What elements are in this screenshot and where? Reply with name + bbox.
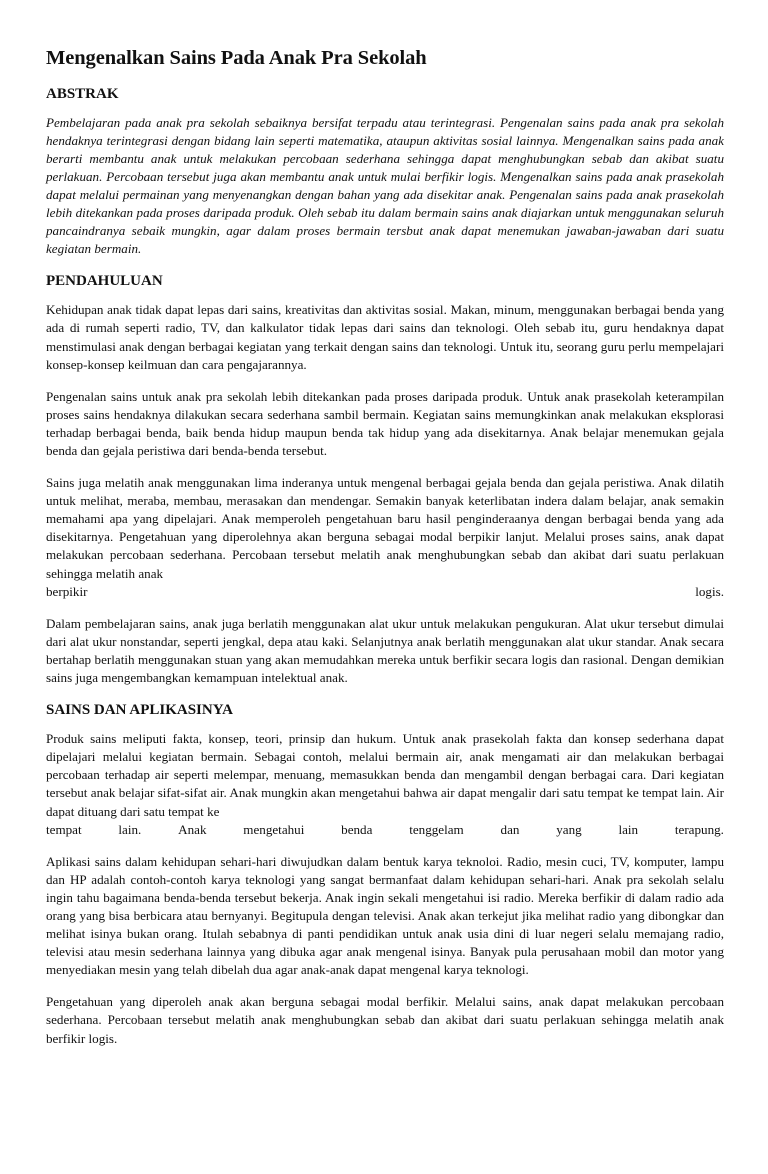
tail-word: lain bbox=[618, 821, 639, 837]
tail-word: dan bbox=[500, 821, 520, 837]
tail-word: terapung. bbox=[674, 821, 724, 837]
pendahuluan-paragraph-2: Pengenalan sains untuk anak pra sekolah lebih ditekankan pada proses daripada produk. Untuk anak prasekolah keterampilan proses sains hendaknya dilakukan secara sederhana sambil bermain. Kegiatan sains memungkinkan anak melakukan eksplorasi terhadap berbagai benda, baik benda hidup maupun benda tak hidup yang ada disekitarnya. Anak belajar menemukan gejala benda dan gejala peristiwa dari benda-benda tersebut. bbox=[46, 388, 724, 458]
document-title: Mengenalkan Sains Pada Anak Pra Sekolah bbox=[46, 47, 427, 69]
sains-paragraph-1-last-line bbox=[46, 821, 724, 839]
tail-word: mengetahui bbox=[243, 821, 305, 837]
tail-word: tempat bbox=[46, 821, 82, 837]
sains-heading: SAINS DAN APLIKASINYA bbox=[46, 702, 233, 719]
sains-paragraph-3: Pengetahuan yang diperoleh anak akan berguna sebagai modal berfikir. Melalui sains, anak dapat melakukan percobaan sederhana. Percobaan tersebut melatih anak menghubungkan sebab dan akibat dari suatu perlakuan sehingga melatih anak berfikir logis. bbox=[46, 994, 724, 1046]
sains-section bbox=[46, 701, 724, 1048]
tail-word: benda bbox=[341, 821, 373, 837]
pendahuluan-paragraph-3: Sains juga melatih anak menggunakan lima inderanya untuk mengenal berbagai gejala benda dan gejala peristiwa. Anak dilatih untuk melihat, meraba, membau, merasakan dan mendengar. Semakin banyak keterlibatan indera dalam belajar, anak semakin memahami apa yang dipelajari. Anak memperoleh pengetahuan baru hasil penginderaanya dengan berbagai benda yang ada disekitarnya. Pengetahuan yang diperolehnya akan berguna sebagai modal berpikir lanjut. Melalui proses sains, anak dapat melakukan percobaan sederhana. Percobaan tersebut melatih anak menghubungkan sebab dan akibat dari suatu perlakuan sehingga melatih anak bbox=[46, 475, 724, 581]
p3-tail-left: berpikir bbox=[46, 583, 88, 599]
p3-tail-right: logis. bbox=[695, 583, 724, 599]
pendahuluan-section bbox=[46, 272, 724, 687]
tail-word: yang bbox=[556, 821, 582, 837]
abstract-section bbox=[46, 85, 724, 259]
tail-word: tenggelam bbox=[409, 821, 464, 837]
sains-paragraph-2: Aplikasi sains dalam kehidupan sehari-hari diwujudkan dalam bentuk karya teknoloi. Radio, mesin cuci, TV, komputer, lampu dan HP adalah contoh-contoh karya teknologi yang sangat bermanfaat dalam kehidupan sehari-hari. Anak pra sekolah selalu ingin tahu bagaimana benda-benda tersebut bekerja. Anak ingin sekali mengetahui isi radio. Mereka berfikir di dalam radio ada orang yang bisa berbicara atau bernyanyi. Begitupula dengan televisi. Anak akan terkejut jika melihat radio yang dibongkar dan melihat isinya bukan orang. Itulah sebabnya di panti pendidikan untuk anak usia dini di luar negeri selalu memajang radio, televisi atau mesin sederhana lainnya yang dibuka agar anak mengenal isinya. Banyak pula perusahaan mobil dan motor yang menyediakan mesin yang telah dibelah dua agar anak-anak dapat mengenal karya teknologi. bbox=[46, 853, 724, 978]
pendahuluan-paragraph-3-last-line bbox=[46, 583, 724, 601]
tail-word: Anak bbox=[178, 821, 207, 837]
pendahuluan-paragraph-1: Kehidupan anak tidak dapat lepas dari sains, kreativitas dan aktivitas sosial. Makan, minum, menggunakan berbagai benda yang ada di rumah seperti radio, TV, dan kalkulator tidak lepas dari sains dan teknologi. Oleh sebab itu, guru hendaknya dapat menstimulasi anak dengan berbagai kegiatan yang terkait dengan sains dan teknologi. Untuk itu, seorang guru perlu mempelajari konsep-konsep keilmuan dan cara pengajarannya. bbox=[46, 302, 724, 372]
tail-word: lain. bbox=[118, 821, 142, 837]
abstract-paragraph: Pembelajaran pada anak pra sekolah sebaiknya bersifat terpadu atau terintegrasi. Pengenalan sains pada anak pra sekolah hendaknya terintegrasi dengan bidang lain seperti matematika, ataupun aktivitas sosial lainnya. Mengenalkan sains pada anak berarti membantu anak untuk melakukan percobaan sederhana sehingga dapat menghubungkan sebab dan akibat suatu perlakuan. Percobaan tersebut juga akan membantu anak untuk mulai berfikir logis. Mengenalkan sains pada anak prasekolah dapat melalui permainan yang menyenangkan dengan bahan yang ada disekitar anak. Pengenalan sains pada anak prasekolah lebih ditekankan pada proses daripada produk. Oleh sebab itu dalam bermain sains anak diajarkan untuk menggunakan seluruh pancaindranya sebaik mungkin, agar dalam proses bermain tersbut anak dapat menemukan jawaban-jawaban dari suatu kegiatan bermain. bbox=[46, 114, 724, 257]
abstract-heading: ABSTRAK bbox=[46, 85, 119, 102]
pendahuluan-heading: PENDAHULUAN bbox=[46, 273, 163, 290]
sains-paragraph-1: Produk sains meliputi fakta, konsep, teori, prinsip dan hukum. Untuk anak prasekolah fakta dan konsep sederhana dapat dipelajari melalui kegiatan bermain. Sebagai contoh, melalui bermain air, anak mengamati air dan melakukan berbagai percobaan terhadap air seperti melempar, menuang, memasukkan benda dan mengambil dengan berbagai cara. Dari kegiatan tersebut anak belajar sifat-sifat air. Anak mungkin akan mengetahui bahwa air dapat mengalir dari satu tempat ke tempat lain. Air dapat dituang dari satu tempat ke bbox=[46, 731, 724, 819]
pendahuluan-paragraph-4: Dalam pembelajaran sains, anak juga berlatih menggunakan alat ukur untuk melakukan pengukuran. Alat ukur tersebut dimulai dari alat ukur nonstandar, seperti jengkal, depa atau kaki. Selanjutnya anak berlatih menggunakan alat ukur standar. Anak secara bertahap berlatih menggunakan stuan yang akan memudahkan mereka untuk berfikir secara logis dan rasional. Dengan demikian sains juga mengembangkan kemampuan intelektual anak. bbox=[46, 615, 724, 686]
